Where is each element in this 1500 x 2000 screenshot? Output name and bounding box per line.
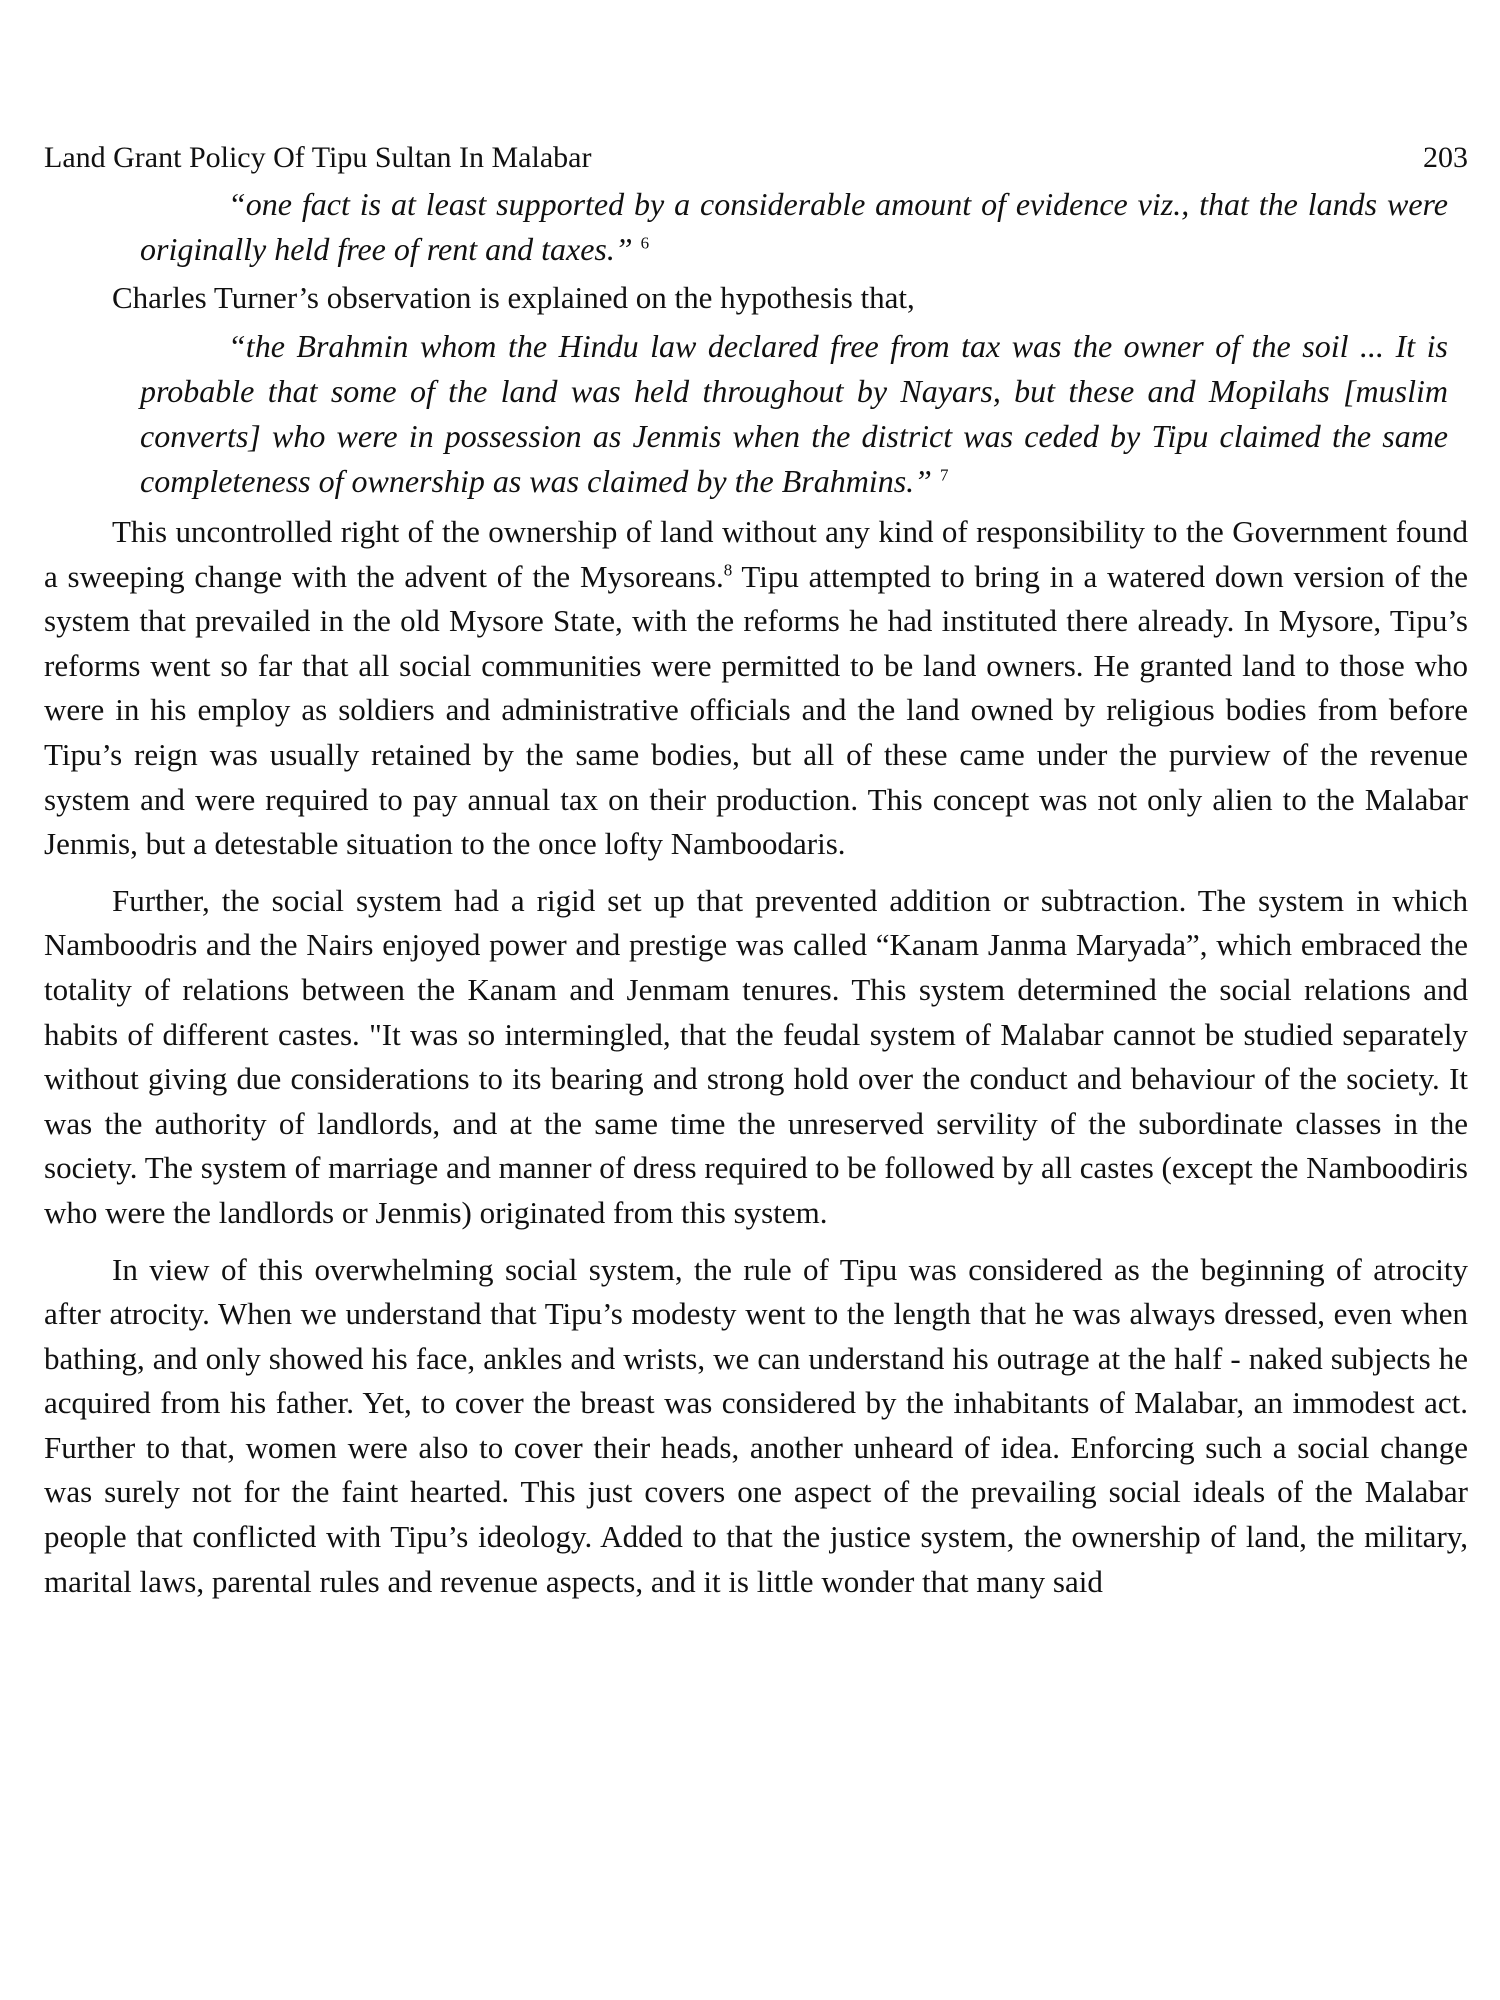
book-page (44, 138, 1468, 1604)
quote-1-text: “one fact is at least supported by a considerable amount of evidence viz., that the lands were originally held free of rent and taxes.” (140, 186, 1448, 267)
paragraph-1-text-a: This uncontrolled right of the ownership of land without any kind of responsibility to the Government found a sweeping change with the advent of the Mysoreans. (44, 514, 1468, 594)
running-title: Land Grant Policy Of Tipu Sultan In Malabar (44, 141, 592, 174)
paragraph-3-text: In view of this overwhelming social system, the rule of Tipu was considered as the beginning of atrocity after atrocity. When we understand that Tipu’s modesty went to the length that he was always dressed, even when bathing, and only showed his face, ankles and wrists, we can understand his outrage at the half - naked subjects he acquired from his father. Yet, to cover the breast was considered by the inhabitants of Malabar, an immodest act. Further to that, women were also to cover their heads, another unheard of idea. Enforcing such a social change was surely not for the faint hearted. This just covers one aspect of the prevailing social ideals of the Malabar people that conflicted with Tipu’s ideology. Added to that the justice system, the ownership of land, the military, marital laws, parental rules and revenue aspects, and it is little wonder that many said (44, 1251, 1468, 1599)
paragraph-1-text-b: Tipu attempted to bring in a watered down version of the system that prevailed in the old Mysore State, with the reforms he had instituted there already. In Mysore, Tipu’s reforms went so far that all social communities were permitted to be land owners. He granted land to those who were in his employ as soldiers and administrative officials and the land owned by religious bodies from before Tipu’s reign was usually retained by the same bodies, but all of these came under the purview of the revenue system and were required to pay annual tax on their production. This concept was not only alien to the Malabar Jenmis, but a detestable situation to the once lofty Namboodaris. (44, 558, 1468, 862)
running-header (44, 138, 1468, 184)
block-quote-2 (140, 324, 1468, 504)
footnote-marker-7: 7 (939, 465, 949, 485)
page-number: 203 (1423, 141, 1468, 174)
block-quote-1 (140, 182, 1468, 272)
paragraph-1 (44, 510, 1468, 867)
footnote-marker-8: 8 (723, 560, 733, 580)
paragraph-2-text: Further, the social system had a rigid set up that prevented addition or subtraction. The system in which Namboodris and the Nairs enjoyed power and prestige was called “Kanam Janma Maryada”, which embraced the totality of relations between the Kanam and Jenmam tenures. This system determined the social relations and habits of different castes. "It was so intermingled, that the feudal system of Malabar cannot be studied separately without giving due considerations to its bearing and strong hold over the conduct and behaviour of the society. It was the authority of landlords, and at the same time the unreserved servility of the subordinate classes in the society. The system of marriage and manner of dress required to be followed by all castes (except the Namboodiris who were the landlords or Jenmis) originated from this system. (44, 882, 1468, 1230)
intro-text: Charles Turner’s observation is explained on the hypothesis that, (112, 280, 915, 315)
intro-line (44, 276, 1468, 320)
footnote-marker-6: 6 (640, 233, 650, 253)
paragraph-3 (44, 1248, 1468, 1605)
quote-2-text: “the Brahmin whom the Hindu law declared free from tax was the owner of the soil ... It is probable that some of the land was held throughout by Nayars, but these and Mopilahs [muslim converts] who were in possession as Jenmis when the district was ceded by Tipu claimed the same completeness of ownership as was claimed by the Brahmins.” (140, 328, 1448, 499)
paragraph-2 (44, 879, 1468, 1236)
